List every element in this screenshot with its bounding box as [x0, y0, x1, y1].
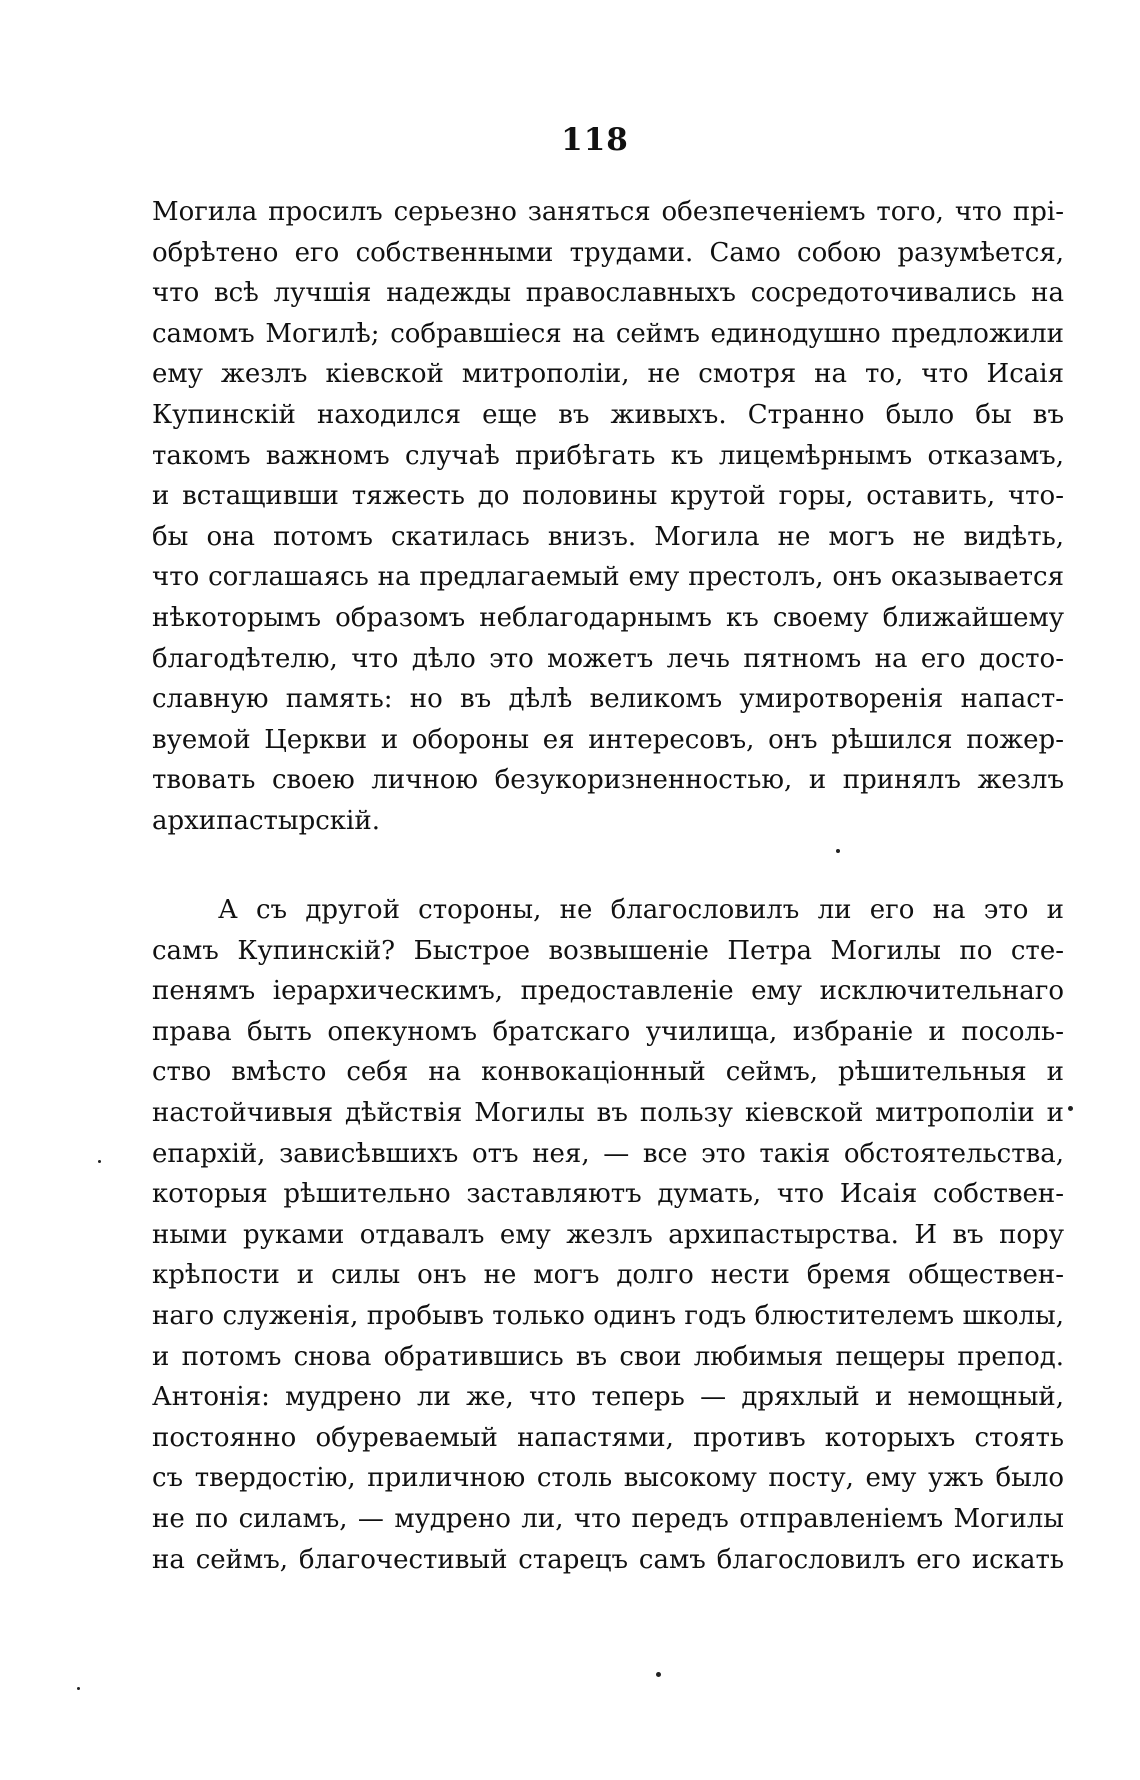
text-line: пенямъ іерархическимъ, предоставленіе ему исключительнаго [152, 976, 1064, 1007]
scan-speck [656, 1672, 661, 1677]
text-line: твовать своею личною безукоризненностью, и принялъ жезлъ [152, 765, 1064, 796]
page-number: 118 [561, 122, 629, 158]
text-line: самомъ Могилѣ; собравшіеся на сеймъ единодушно предложили [152, 318, 1064, 349]
scan-speck [836, 849, 840, 853]
paragraph-2 [152, 890, 1064, 1580]
text-line: и потомъ снова обратившись въ свои любимыя пещеры препод. [152, 1341, 1064, 1372]
text-line: и встащивши тяжесть до половины крутой горы, оставить, что- [152, 481, 1064, 512]
text-line: что всѣ лучшія надежды православныхъ сосредоточивались на [152, 278, 1064, 309]
text-line: крѣпости и силы онъ не могъ долго нести бремя обществен- [152, 1260, 1064, 1291]
text-line: ство вмѣсто себя на конвокаціонный сеймъ, рѣшительныя и [152, 1057, 1064, 1088]
text-line: наго служенія, пробывъ только одинъ годъ блюстителемъ школы, [152, 1300, 1064, 1331]
text-line: епархій, зависѣвшихъ отъ нея, — все это такія обстоятельства, [152, 1138, 1064, 1169]
text-line: самъ Купинскій? Быстрое возвышеніе Петра Могилы по сте- [152, 935, 1064, 966]
text-line: благодѣтелю, что дѣло это можетъ лечь пятномъ на его досто- [152, 643, 1064, 674]
paragraph-1 [152, 192, 1064, 842]
text-line: такомъ важномъ случаѣ прибѣгать къ лицемѣрнымъ отказамъ, [152, 440, 1064, 471]
text-line: обрѣтено его собственными трудами. Само собою разумѣется, [152, 237, 1064, 268]
text-line: права быть опекуномъ братскаго училища, избраніе и посоль- [152, 1016, 1064, 1047]
scan-speck [77, 1687, 80, 1690]
text-line: вуемой Церкви и обороны ея интересовъ, онъ рѣшился пожер- [152, 724, 1064, 755]
scan-speck [98, 1160, 101, 1163]
text-line: бы она потомъ скатилась внизъ. Могила не могъ не видѣть, [152, 521, 1064, 552]
text-line: ными руками отдавалъ ему жезлъ архипастырства. И въ пору [152, 1219, 1064, 1250]
text-line: архипастырскій. [152, 805, 380, 836]
text-line: которыя рѣшительно заставляютъ думать, что Исаія собствен- [152, 1179, 1064, 1210]
text-line: Могила просилъ серьезно заняться обезпеченіемъ того, что прі- [152, 197, 1064, 227]
text-line: что соглашаясь на предлагаемый ему престолъ, онъ оказывается [152, 562, 1064, 593]
text-line: ему жезлъ кіевской митрополіи, не смотря на то, что Исаія [152, 359, 1064, 390]
text-line: нѣкоторымъ образомъ неблагодарнымъ къ своему ближайшему [152, 602, 1064, 633]
text-line: постоянно обуреваемый напастями, противъ которыхъ стоять [152, 1422, 1064, 1453]
text-line: Купинскій находился еще въ живыхъ. Странно было бы въ [152, 399, 1064, 430]
text-line: настойчивыя дѣйствія Могилы въ пользу кіевской митрополіи и [152, 1097, 1064, 1128]
text-line: съ твердостію, приличною столь высокому посту, ему ужъ было [152, 1463, 1064, 1494]
text-line: Антонія: мудрено ли же, что теперь — дряхлый и немощный, [152, 1382, 1064, 1413]
scan-speck [1068, 1106, 1073, 1111]
text-line: А съ другой стороны, не благословилъ ли его на это и [218, 895, 1064, 925]
text-line: не по силамъ, — мудрено ли, что передъ отправленіемъ Могилы [152, 1503, 1064, 1534]
text-line: славную память: но въ дѣлѣ великомъ умиротворенія напаст- [152, 684, 1064, 715]
text-line: на сеймъ, благочестивый старецъ самъ благословилъ его искать [152, 1544, 1064, 1575]
